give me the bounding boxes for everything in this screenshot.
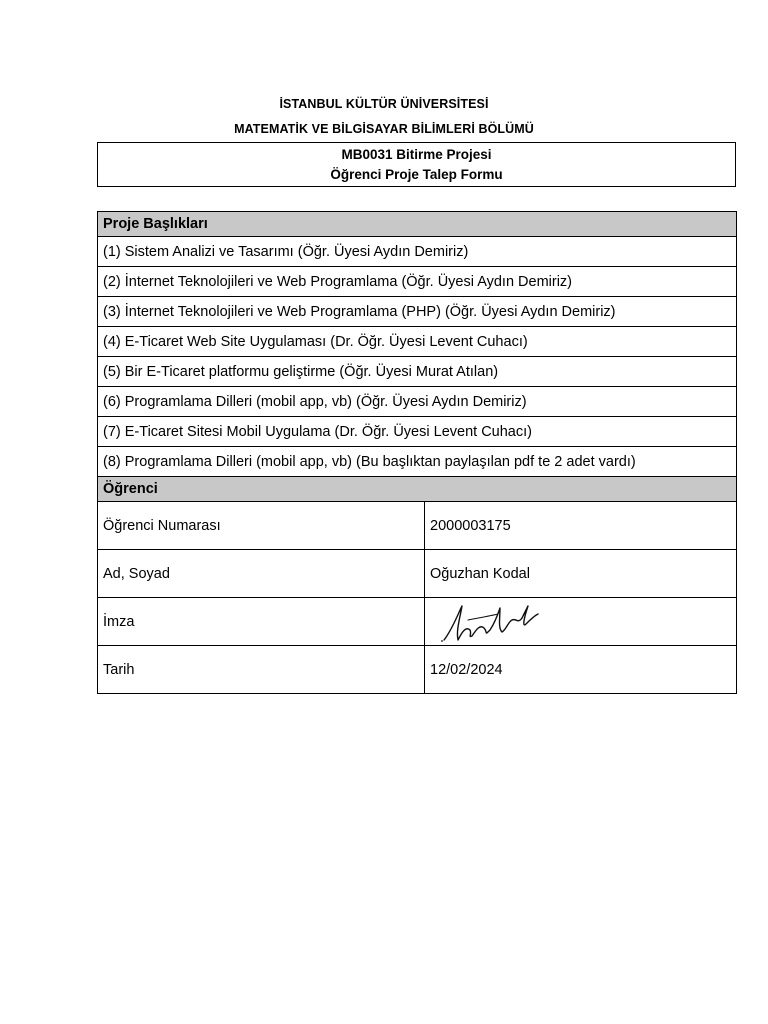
project-row [98,297,737,327]
student-name-value: Oğuzhan Kodal [425,550,737,598]
project-title: (5) Bir E-Ticaret platformu geliştirme (Öğr. Üyesi Murat Atılan) [98,357,737,387]
project-title: (4) E-Ticaret Web Site Uygulaması (Dr. Öğr. Üyesi Levent Cuhacı) [98,327,737,357]
course-code-title: MB0031 Bitirme Projesi [341,147,492,162]
project-title: (1) Sistem Analizi ve Tasarımı (Öğr. Üyesi Aydın Demiriz) [98,237,737,267]
course-title-box [97,142,736,187]
project-row [98,417,737,447]
project-title: (6) Programlama Dilleri (mobil app, vb) (Öğr. Üyesi Aydın Demiriz) [98,387,737,417]
student-header-row [98,477,737,502]
student-number-label: Öğrenci Numarası [98,502,425,550]
student-name-label: Ad, Soyad [98,550,425,598]
project-row [98,387,737,417]
date-row [98,646,737,694]
project-title: (3) İnternet Teknolojileri ve Web Programlama (PHP) (Öğr. Üyesi Aydın Demiriz) [98,297,737,327]
signature-row [98,598,737,646]
project-row [98,447,737,477]
projects-heading: Proje Başlıkları [98,212,737,237]
project-title: (7) E-Ticaret Sitesi Mobil Uygulama (Dr. Öğr. Üyesi Levent Cuhacı) [98,417,737,447]
project-row [98,267,737,297]
university-name: İSTANBUL KÜLTÜR ÜNİVERSİTESİ [279,97,489,111]
project-row [98,327,737,357]
date-value: 12/02/2024 [425,646,737,694]
form-title: Öğrenci Proje Talep Formu [330,167,503,182]
project-row [98,357,737,387]
project-row [98,237,737,267]
student-number-value: 2000003175 [425,502,737,550]
department-name: MATEMATİK VE BİLGİSAYAR BİLİMLERİ BÖLÜMÜ [234,122,534,136]
date-label: Tarih [98,646,425,694]
student-number-row [98,502,737,550]
handwritten-signature [438,600,548,644]
signature-cell [425,598,737,646]
project-title: (8) Programlama Dilleri (mobil app, vb) (Bu başlıktan paylaşılan pdf te 2 adet vardı) [98,447,737,477]
student-heading: Öğrenci [98,477,737,502]
signature-label: İmza [98,598,425,646]
project-request-table [97,211,737,694]
student-name-row [98,550,737,598]
project-title: (2) İnternet Teknolojileri ve Web Programlama (Öğr. Üyesi Aydın Demiriz) [98,267,737,297]
projects-header-row [98,212,737,237]
